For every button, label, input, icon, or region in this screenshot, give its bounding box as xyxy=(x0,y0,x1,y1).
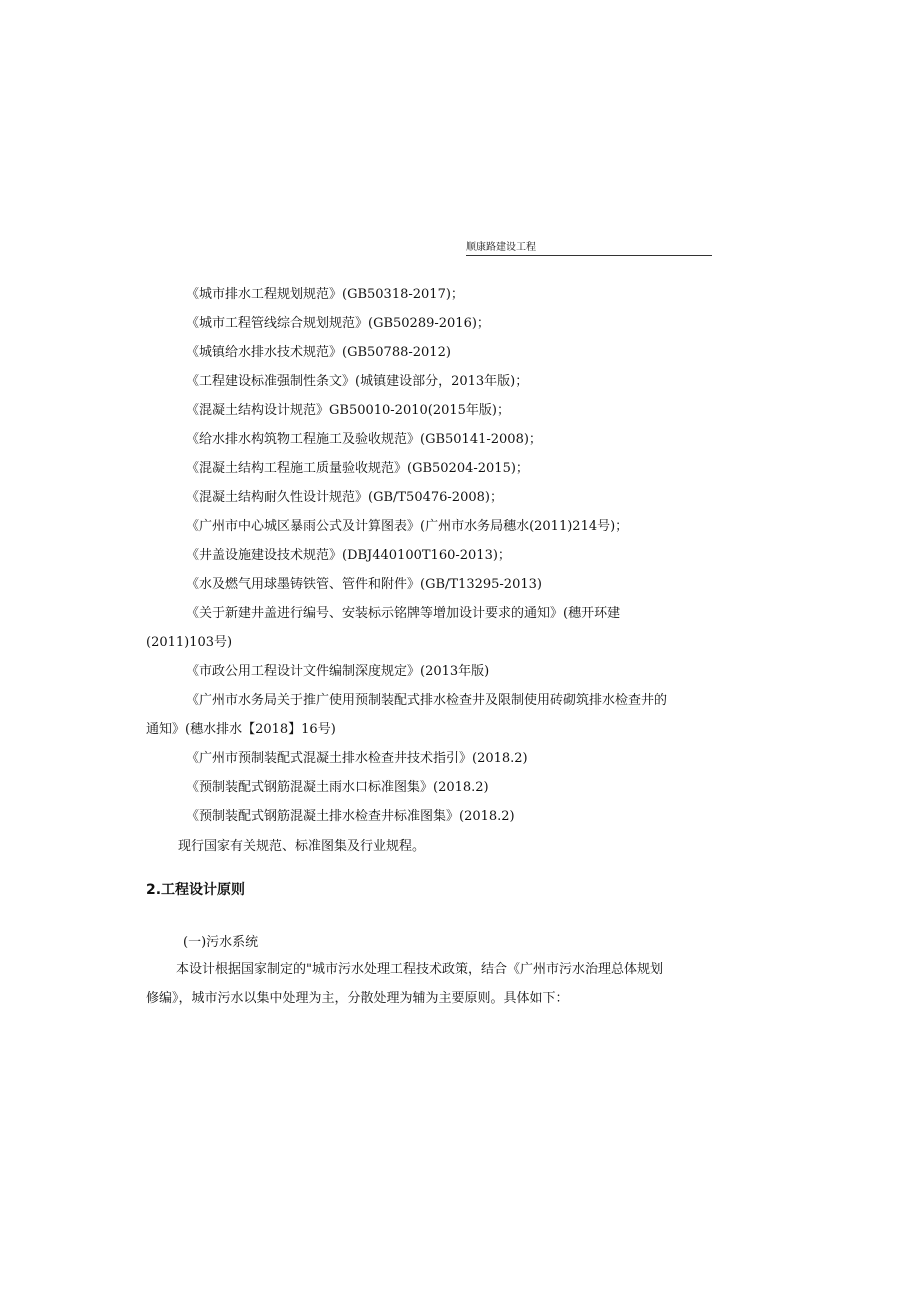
reference-item: 《水及燃气用球墨铸铁管、管件和附件》(GB/T13295-2013) xyxy=(186,577,542,592)
reference-item: 《城镇给水排水技术规范》(GB50788-2012) xyxy=(186,345,451,360)
reference-line: 《关于新建井盖进行编号、安装标示铭牌等增加设计要求的通知》(穗开环建 xyxy=(186,606,621,621)
reference-item: 《广州市中心城区暴雨公式及计算图表》(广州市水务局穗水(2011)214号)； xyxy=(186,519,629,534)
reference-item: 《城市排水工程规划规范》(GB50318-2017)； xyxy=(186,287,464,302)
reference-item: 《井盖设施建设技术规范》(DBJ440100T160-2013)； xyxy=(186,548,511,563)
paragraph-line: 修编》，城市污水以集中处理为主，分散处理为辅为主要原则。具体如下： xyxy=(146,991,569,1006)
reference-item: 《预制装配式钢筋混凝土排水检查井标准图集》(2018.2) xyxy=(186,809,515,824)
reference-item: 《给水排水构筑物工程施工及验收规范》(GB50141-2008)； xyxy=(186,432,542,447)
reference-item: 《混凝土结构工程施工质量验收规范》(GB50204-2015)； xyxy=(186,461,529,476)
closing-note: 现行国家有关规范、标准图集及行业规程。 xyxy=(178,839,426,854)
reference-item: 《预制装配式钢筋混凝土雨水口标准图集》(2018.2) xyxy=(186,780,489,795)
body-paragraph xyxy=(146,955,716,1013)
reference-item: 《城市工程管线综合规划规范》(GB50289-2016)； xyxy=(186,316,490,331)
reference-item: 《混凝土结构设计规范》GB50010-2010(2015年版)； xyxy=(186,403,510,418)
reference-line-continuation: (2011)103号) xyxy=(146,635,233,650)
paragraph-line: 本设计根据国家制定的"城市污水处理工程技术政策，结合《广州市污水治理总体规划 xyxy=(176,962,663,977)
section-heading: 2.工程设计原则 xyxy=(146,882,246,898)
reference-line-continuation: 通知》(穗水排水【2018】16号) xyxy=(146,722,336,737)
reference-item: 《广州市预制装配式混凝土排水检查井技术指引》(2018.2) xyxy=(186,751,528,766)
reference-item: 《混凝土结构耐久性设计规范》(GB/T50476-2008)； xyxy=(186,490,503,505)
reference-item: 《工程建设标准强制性条文》(城镇建设部分，2013年版)； xyxy=(186,374,529,389)
subsection-title: (一)污水系统 xyxy=(183,935,259,950)
reference-list xyxy=(146,280,716,831)
running-header: 顺康路建设工程 xyxy=(466,241,712,256)
reference-item: 《市政公用工程设计文件编制深度规定》(2013年版) xyxy=(186,664,490,679)
reference-line: 《广州市水务局关于推广使用预制装配式排水检查井及限制使用砖砌筑排水检查井的 xyxy=(186,693,668,708)
reference-item-wrapped xyxy=(146,686,716,744)
reference-item-wrapped xyxy=(146,599,716,657)
